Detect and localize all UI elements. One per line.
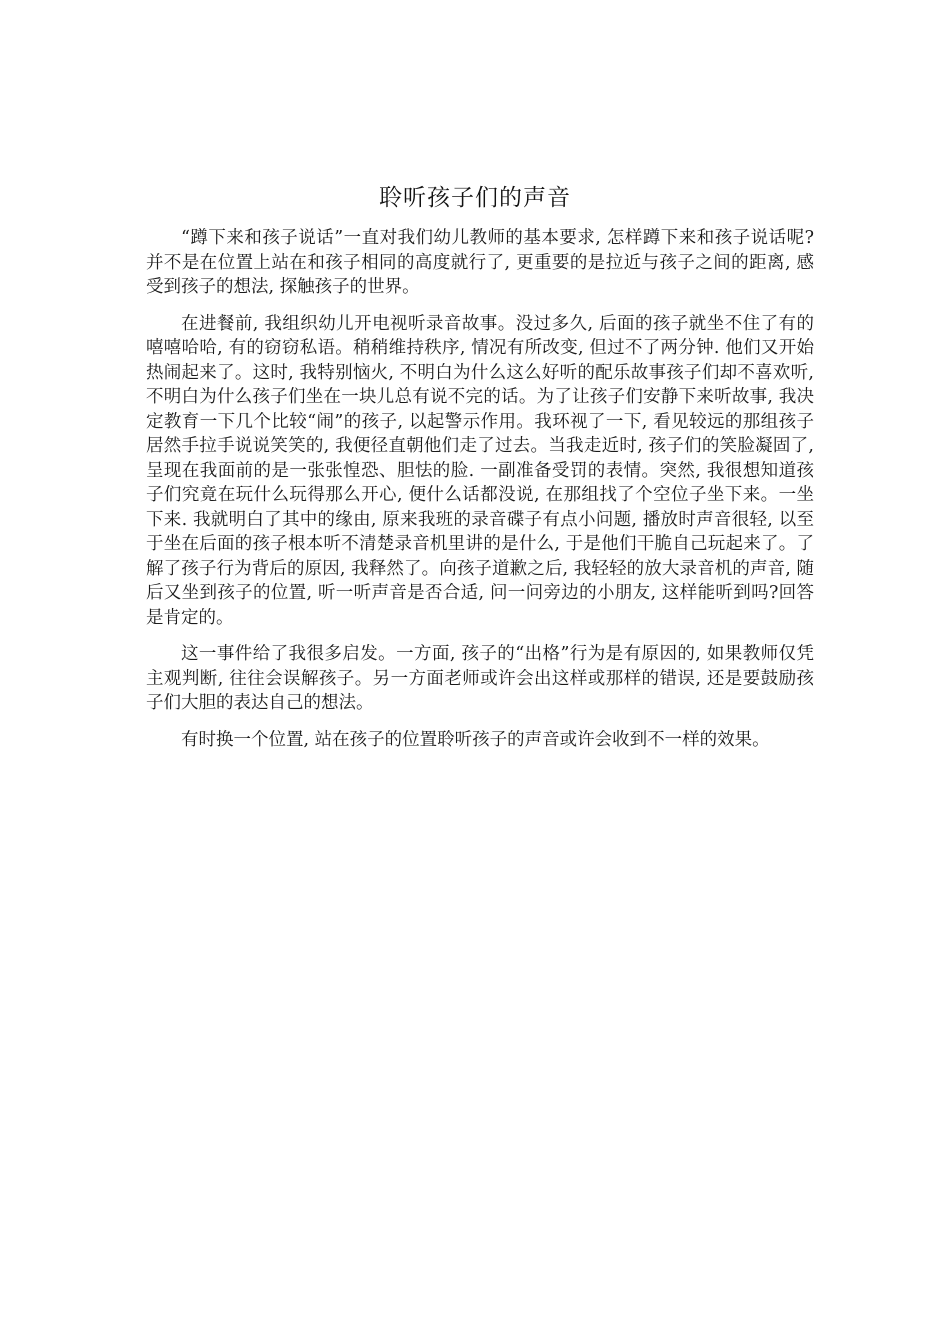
paragraph-conclusion: 有时换一个位置, 站在孩子的位置聆听孩子的声音或许会收到不一样的效果。 <box>181 729 770 750</box>
paragraph-reflection: 这一事件给了我很多启发。一方面, 孩子的“出格”行为是有原因的, 如果教师仅凭主观判断, 往往会误解孩子。另一方面老师或许会出这样或那样的错误, 还是要鼓励孩子们大胆的表达自己的想法。 <box>146 644 814 713</box>
page-title: 聆听孩子们的声音 <box>379 185 571 211</box>
paragraph-intro: “蹲下来和孩子说话”一直对我们幼儿教师的基本要求, 怎样蹲下来和孩子说话呢?并不是在位置上站在和孩子相同的高度就行了, 更重要的是拉近与孩子之间的距离, 感受到孩子的想法, 探触孩子的世界。 <box>146 228 814 297</box>
paragraph-story: 在进餐前, 我组织幼儿开电视听录音故事。没过多久, 后面的孩子就坐不住了有的嘻嘻哈哈, 有的窃窃私语。稍稍维持秩序, 情况有所改变, 但过不了两分钟. 他们又开始热闹起来了。这时, 我特别恼火, 不明白为什么这么好听的配乐故事孩子们却不喜欢听, 不明白为什么孩子们坐在一块儿总有说不完的话。为了让孩子们安静下来听故事, 我决定教育一下几个比较“闹”的孩子, 以起警示作用。我环视了一下, 看见较远的那组孩子居然手拉手说说笑笑的, 我便径直朝他们走了过去。当我走近时, 孩子们的笑脸凝固了, 呈现在我面前的是一张张惶恐、胆怯的脸. 一副准备受罚的表情。突然, 我很想知道孩子们究竟在玩什么玩得那么开心, 便什么话都没说, 在那组找了个空位子坐下来。一坐下来. 我就明白了其中的缘由, 原来我班的录音碟子有点小问题, 播放时声音很轻, 以至于坐在后面的孩子根本听不清楚录音机里讲的是什么, 于是他们干脆自己玩起来了。了解了孩子行为背后的原因, 我释然了。向孩子道歉之后, 我轻轻的放大录音机的声音, 随后又坐到孩子的位置, 听一听声音是否合适, 问一问旁边的小朋友, 这样能听到吗?回答是肯定的。 <box>146 313 814 628</box>
document-body <box>146 226 814 764</box>
